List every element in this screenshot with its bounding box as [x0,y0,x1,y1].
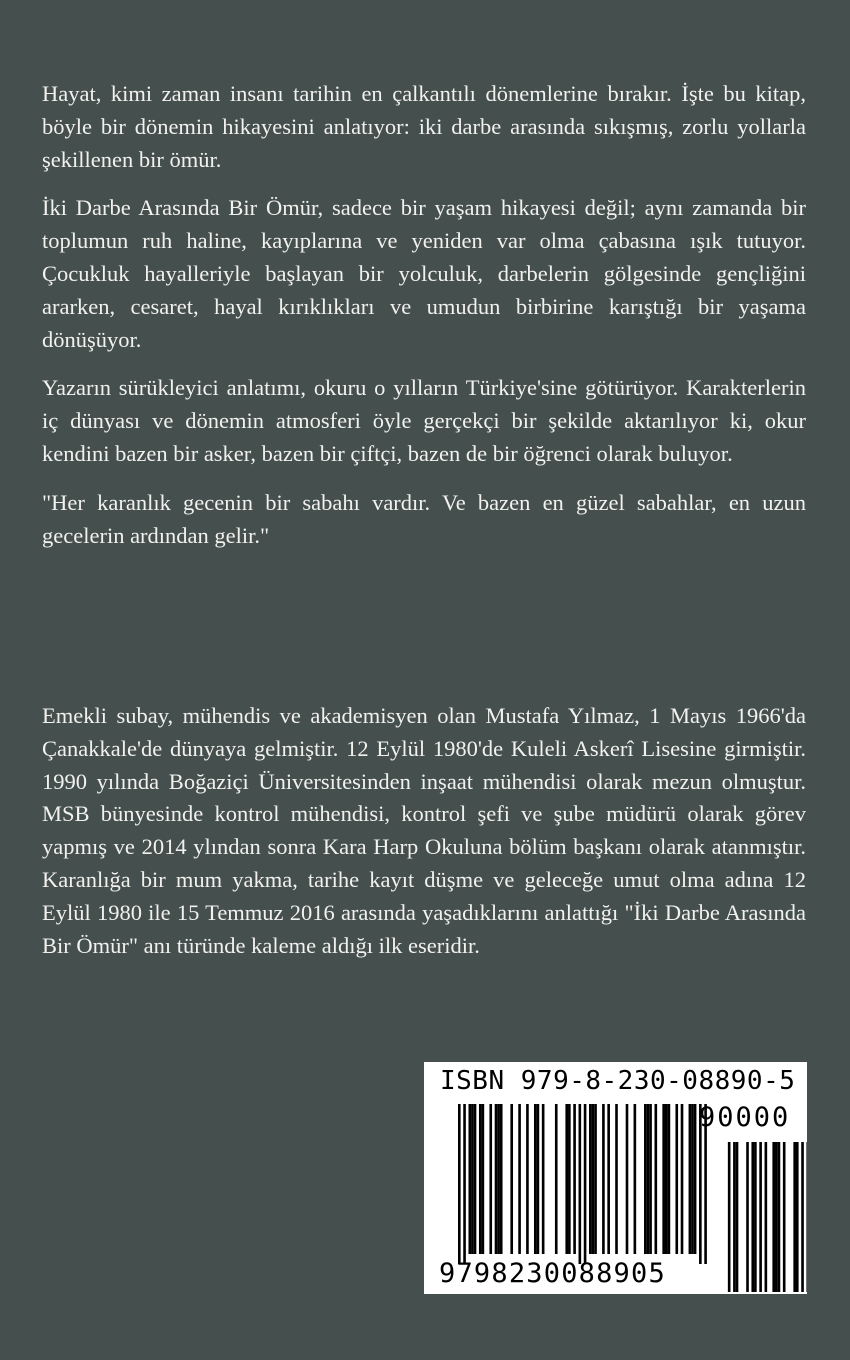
ean-bar [691,1104,694,1254]
blurb-paragraph: Hayat, kimi zaman insanı tarihin en çalkantılı dönemlerine bırakır. İşte bu kitap, böyle bir dönemin hikayesini anlatıyor: iki darbe arasında sıkışmış, zorlu yollarla şekillenen bir ömür. [42,81,806,172]
ean-bar [589,1104,592,1254]
ean-bar [534,1104,537,1254]
ean-bar [602,1104,605,1254]
blurb-paragraph: İki Darbe Arasında Bir Ömür, sadece bir yaşam hikayesi değil; aynı zamanda bir toplumun ruh haline, kayıplarına ve yeniden var olma çabasına ışık tutuyor. Çocukluk hayalleriyle başlayan bir yolculuk, darbelerin gölgesinde gençliğini ararken, cesaret, hayal kırıklıkları ve umudun birbirine karıştığı bir yaşama dönüşüyor. [42,195,806,352]
addon-bar [733,1142,736,1292]
ean-bar [647,1104,650,1254]
addon-bar [751,1142,754,1292]
addon-bar [775,1142,778,1292]
addon-bar [801,1142,804,1292]
addon-bar [746,1142,749,1292]
ean-bar [565,1104,568,1254]
addon-bar [793,1142,796,1292]
ean-bar [668,1104,671,1254]
addon-bar [806,1142,807,1292]
ean-bar [694,1104,697,1254]
ean-bar [579,1104,582,1264]
ean-bar [689,1104,692,1254]
ean-bar [500,1104,503,1254]
ean-bar [655,1104,658,1254]
ean-bar [471,1104,474,1254]
ean-bar [649,1104,652,1254]
addon-bar [736,1142,739,1292]
ean-bar [584,1104,587,1264]
ean-bar [644,1104,647,1254]
ean-bar [573,1104,576,1254]
ean-bar [594,1104,597,1254]
addon-bar [778,1142,781,1292]
ean-digits: 9798230088905 [439,1258,666,1289]
ean-bar [482,1104,485,1254]
ean-bar [568,1104,571,1254]
blurb-quote: "Her karanlık gecenin bir sabahı vardır. Ve bazen en güzel sabahlar, en uzun gecelerin ardından gelir." [42,489,806,548]
addon-bar [796,1142,799,1292]
addon-bar [759,1142,762,1292]
ean-bar [474,1104,477,1254]
author-bio [42,700,806,962]
ean-bar [489,1104,492,1254]
ean-bar [510,1104,513,1254]
isbn-barcode [424,1062,807,1294]
back-cover-blurb [42,78,806,568]
addon-bar [765,1142,768,1292]
ean-bar [463,1104,466,1264]
ean-bar [662,1104,665,1254]
ean-bar [497,1104,500,1254]
ean-bar [665,1104,668,1254]
ean-bar [675,1104,678,1254]
ean-bar [542,1104,545,1254]
addon-bar [772,1142,775,1292]
ean-bar [468,1104,471,1254]
ean-bar [537,1104,540,1254]
ean-bar [555,1104,558,1254]
ean-bar [458,1104,461,1264]
addon-digits: 90000 [699,1102,791,1133]
addon-bar [783,1142,786,1292]
addon-bar [754,1142,757,1292]
ean-bar [681,1104,684,1254]
author-bio-text: Emekli subay, mühendis ve akademisyen olan Mustafa Yılmaz, 1 Mayıs 1966'da Çanakkale'de dünyaya gelmiştir. 12 Eylül 1980'de Kuleli Askerî Lisesine girmiştir. 1990 yılında Boğaziçi Üniversitesinden inşaat mühendisi olarak mezun olmuştur. MSB bünyesinde kontrol mühendisi, kontrol şefi ve şube müdürü olarak görev yapmış ve 2014 ylından sonra Kara Harp Okuluna bölüm başkanı olarak atanmıştır. Karanlığa bir mum yakma, tarihe kayıt düşme ve geleceğe umut olma adına 12 Eylül 1980 ile 15 Temmuz 2016 arasında yaşadıklarını anlattığı "İki Darbe Arasında Bir Ömür" anı türünde kaleme aldığı ilk eseridir. [42,703,806,958]
ean-bar [526,1104,529,1254]
ean-bar [495,1104,498,1254]
ean-bar [592,1104,595,1254]
isbn-label: ISBN 979-8-230-08890-5 [440,1066,796,1096]
ean-bar [607,1104,610,1254]
ean-bar [626,1104,629,1254]
ean-bar [479,1104,482,1254]
ean-bar [518,1104,521,1254]
addon-bar [728,1142,731,1292]
blurb-paragraph: Yazarın sürükleyici anlatımı, okuru o yılların Türkiye'sine götürüyor. Karakterlerin iç dünyası ve dönemin atmosferi öyle gerçekçi bir şekilde aktarılıyor ki, okur kendini bazen bir asker, bazen bir çiftçi, bazen de bir öğrenci olarak buluyor. [42,375,806,466]
ean-bar [634,1104,637,1254]
ean-bar [615,1104,618,1254]
